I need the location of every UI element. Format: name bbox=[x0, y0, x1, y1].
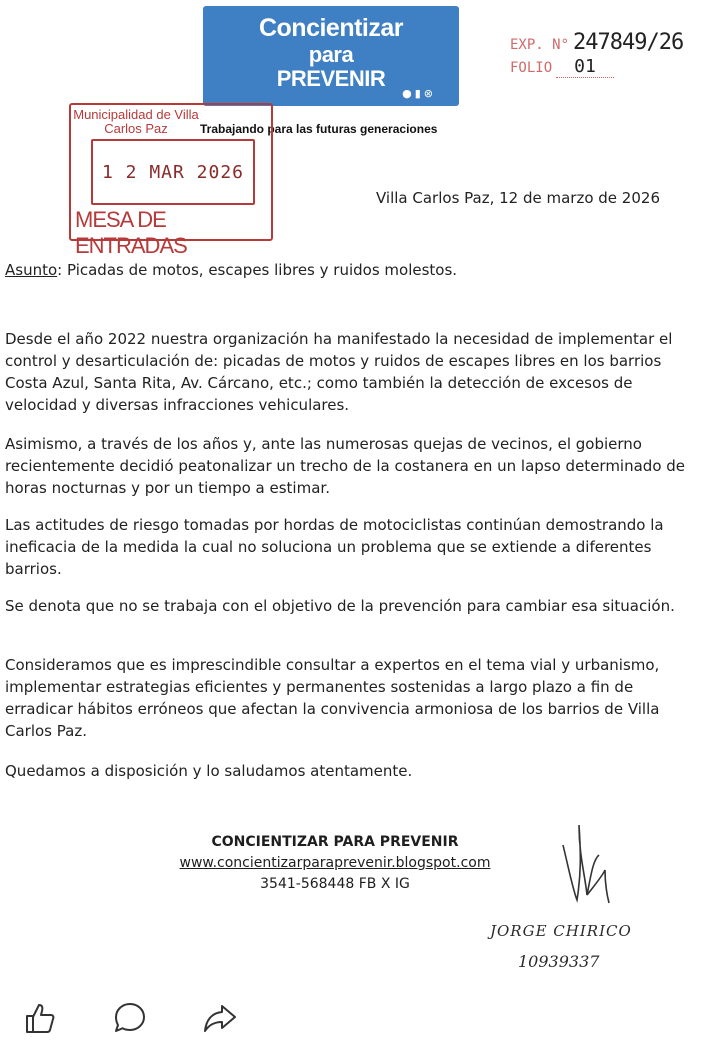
tagline: Trabajando para las futuras generaciones bbox=[200, 122, 438, 136]
comment-button[interactable] bbox=[110, 998, 150, 1038]
share-button[interactable] bbox=[200, 998, 240, 1038]
reception-stamp bbox=[69, 103, 273, 258]
place-date: Villa Carlos Paz, 12 de marzo de 2026 bbox=[376, 189, 660, 207]
paragraph: Desde el año 2022 nuestra organización ha manifestado la necesidad de implementar el control y desarticulación de: picadas de motos y ruidos de escapes libres en los barrios Costa Azul, Santa Rita, Av. Cárcano, etc.; como también la detección de excesos de velocidad y diversas infracciones vehiculares. bbox=[5, 330, 673, 414]
letter-footer bbox=[160, 832, 510, 895]
expediente-label: EXP. N° bbox=[510, 37, 570, 53]
subject-label: Asunto bbox=[5, 261, 58, 279]
folio-number bbox=[510, 56, 614, 78]
share-icon bbox=[202, 1000, 238, 1036]
subject-text: : Picadas de motos, escapes libres y ruidos molestos. bbox=[57, 261, 458, 279]
stamp-date: 1 2 MAR 2026 bbox=[91, 139, 255, 205]
comment-icon bbox=[112, 1000, 148, 1036]
organization-logo bbox=[203, 6, 459, 106]
paragraph: Consideramos que es imprescindible consultar a expertos en el tema vial y urbanismo, implementar estrategias eficientes y permanentes sostenidas a largo plazo a fin de erradicar hábitos erróneos que afectan la convivencia armoniosa de los barrios de Villa Carlos Paz. bbox=[5, 656, 660, 740]
signature-name: JORGE CHIRICO bbox=[490, 922, 632, 940]
like-button[interactable] bbox=[20, 998, 60, 1038]
logo-line-2: para bbox=[308, 42, 354, 67]
signature-id-number: 10939337 bbox=[518, 952, 600, 971]
footer-contact: 3541-568448 FB X IG bbox=[260, 876, 410, 892]
stamp-office: MESA DE ENTRADAS bbox=[75, 207, 187, 258]
paragraph: Las actitudes de riesgo tomadas por hordas de motociclistas continúan demostrando la ineficacia de la medida la cual no soluciona un problema que se extiende a diferentes barrios. bbox=[5, 516, 664, 578]
handwritten-signature bbox=[555, 815, 625, 905]
expediente-number bbox=[510, 30, 683, 55]
footer-organization: CONCIENTIZAR PARA PREVENIR bbox=[211, 834, 459, 850]
paragraph: Se denota que no se trabaja con el objetivo de la prevención para cambiar esa situación. bbox=[5, 597, 675, 615]
motorcycle-icon: ● bbox=[402, 87, 412, 100]
post-actions bbox=[20, 998, 240, 1038]
logo-line-1: Concientizar bbox=[258, 14, 404, 42]
paragraph: Asimismo, a través de los años y, ante las numerosas quejas de vecinos, el gobierno recientemente decidió peatonalizar un trecho de la costanera en un lapso determinado de horas nocturnas y por un tiempo a estimar. bbox=[5, 435, 686, 497]
thumbs-up-icon bbox=[23, 1001, 57, 1035]
logo-icons bbox=[402, 87, 433, 100]
subject-line bbox=[5, 259, 457, 281]
closing-paragraph: Quedamos a disposición y lo saludamos atentamente. bbox=[5, 762, 413, 780]
logo-line-3: PREVENIR bbox=[276, 66, 386, 91]
steering-wheel-icon: ⊗ bbox=[423, 87, 433, 100]
folio-value: 01 bbox=[556, 56, 614, 78]
bottle-icon: ▮ bbox=[414, 87, 421, 100]
expediente-value: 247849/26 bbox=[573, 30, 684, 55]
folio-label: FOLIO bbox=[510, 60, 553, 76]
stamp-municipality: Municipalidad de Villa Carlos Paz bbox=[73, 107, 199, 136]
footer-url[interactable]: www.concientizarparaprevenir.blogspot.com bbox=[179, 855, 491, 871]
